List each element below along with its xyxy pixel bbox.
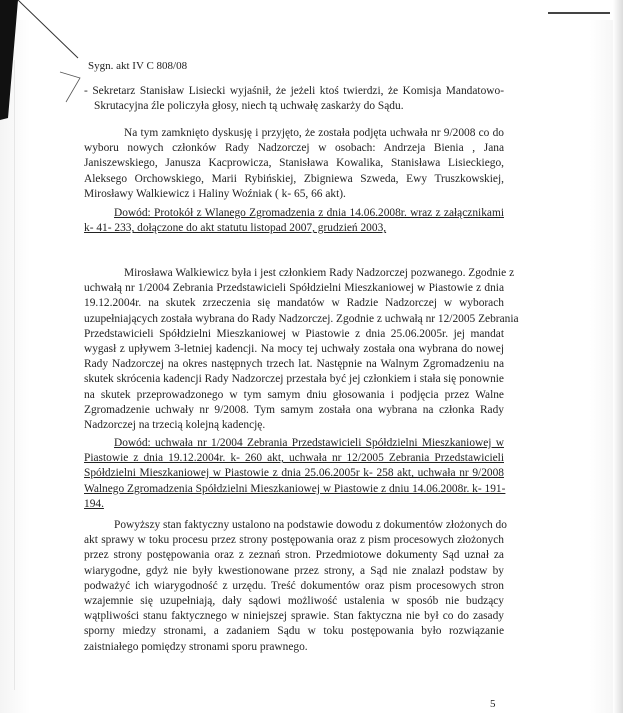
scan-right-edge <box>613 0 623 713</box>
evidence-resolutions <box>84 436 504 512</box>
text-line: uzupełniających została wybrana do Rady Nadzorczej. Zgodnie z uchwałą nr 12/2005 Zebrania <box>84 312 519 325</box>
paragraph-resolution-9-2008 <box>84 126 504 202</box>
text-line: Na tym zamknięto dyskusję i przyjęto, że została podjęta uchwała nr 9/2008 co do <box>124 127 504 139</box>
paragraph-walkiewicz-membership <box>84 266 519 433</box>
text-line: Nadzorczej na trzecią kolejną kadencję. <box>84 419 266 432</box>
text-line: wyboru nowych członków Rady Nadzorczej w osobach: Andrzeja Bienia , Jana <box>84 142 504 155</box>
text-line: na skutek przeprowadzonego w tym samym dniu głosowania i podjęcia przez Walne <box>84 388 504 401</box>
paragraph-findings-basis <box>84 518 507 655</box>
text-line: Przedstawicieli Spółdzielni Mieszkaniowej w Piastowie z dnia 25.06.2005r. jej mandat <box>84 327 504 340</box>
scan-margin-shadow <box>14 60 15 690</box>
page-number: 5 <box>490 698 496 710</box>
text-line: wygasł z upływem 3-letniej kadencji. Na mocy tej uchwały została ona wybrana do nowej <box>84 343 504 356</box>
evidence-protocol <box>84 206 504 236</box>
text-line: akt sprawy w toku procesu przez strony postępowania oraz z pism procesowych złożonych <box>84 534 504 547</box>
top-right-scan-mark <box>548 12 610 14</box>
text-line: Janiszewskiego, Janusza Kacprowicza, Stanisława Kowalika, Stanisława Lisieckiego, <box>84 157 504 170</box>
text-line: Rady Nadzorczej na okres następnych trzech lat. Następnie na Walnym Zgromadzeniu na <box>84 358 504 371</box>
text-line: Skrutacyjna źle policzyła głosy, niech tą uchwałę zaskarży do Sądu. <box>94 100 404 113</box>
text-line: wiarygodne, gdyż nie były kwestionowane przez strony, a Sąd nie znalazł podstaw by <box>84 564 504 577</box>
text-line: Powyższy stan faktyczny ustalono na podstawie dowodu z dokumentów złożonych do <box>114 519 507 531</box>
scan-top-edge <box>0 0 623 20</box>
text-line: 194. <box>84 497 104 510</box>
text-line: Dowód: Protokół z Wlanego Zgromadzenia z dnia 14.06.2008r. wraz z załącznikami <box>114 207 504 219</box>
text-line: przez strony postępowania oraz z zeznań stron. Przedmiotowe dokumenty Sąd uznał za <box>84 549 504 562</box>
text-line: - Sekretarz Stanisław Lisiecki wyjaśnił, że jeżeli ktoś twierdzi, że Komisja Mandatowo- <box>84 85 504 97</box>
text-line: podważyć ich wiarygodność z urzędu. Treść dokumentów oraz pism procesowych stron <box>84 579 504 592</box>
text-line: k- 41- 233, dołączone do akt statutu listopad 2007, grudzień 2003, <box>84 222 387 235</box>
folded-corner-mark <box>0 0 90 120</box>
text-line: Dowód: uchwała nr 1/2004 Zebrania Przedstawicieli Spółdzielni Mieszkaniowej w <box>114 437 504 449</box>
text-line: skutek skrócenia kadencji Rady Nadzorczej przestała być jej członkiem i stała się ponownie <box>84 373 504 386</box>
text-line: wątpliwości stanu faktycznego w niniejszej sprawie. Stan faktyczna nie był co do zasady <box>84 610 504 623</box>
text-line: wzajemnie się uzupełniają, dały sądowi możliwość ustalenia w sposób nie budzący <box>84 595 504 608</box>
paragraph-secretary-statement <box>84 84 504 114</box>
text-line: Zgromadzenie uchwały nr 9/2008. Tym samym została ona wybrana na członka Rady <box>84 403 504 416</box>
text-line: zaistniałego pomiędzy stronami sporu prawnego. <box>84 640 308 653</box>
text-line: Aleksego Orchowskiego, Marii Rybińskiej, Zbigniewa Szweda, Ewy Truszkowskiej, <box>84 172 504 185</box>
text-line: 19.12.2004r. na skutek zrzeczenia się mandatów w Radzie Nadzorczej w wyborach <box>84 297 504 310</box>
text-line: Mirosławy Walkiewicz i Haliny Woźniak ( k- 65, 66 akt). <box>84 187 346 200</box>
text-line: Piastowie z dnia 19.12.2004r. k- 260 akt, uchwała nr 12/2005 Zebrania Przedstawicieli <box>84 452 504 465</box>
case-reference: Sygn. akt IV C 808/08 <box>88 60 188 72</box>
text-line: Mirosława Walkiewicz była i jest członkiem Rady Nadzorczej pozwanego. Zgodnie z <box>124 267 515 279</box>
text-line: Spółdzielni Mieszkaniowej w Piastowie z dnia 25.06.2005r k- 258 akt, uchwała nr 9/2008 <box>84 467 504 480</box>
text-line: sporny miedzy stronami, a zadaniem Sądu w toku postępowania było rozwiązanie <box>84 625 504 638</box>
text-line: uchwałą nr 1/2004 Zebrania Przedstawicieli Spółdzielni Mieszkaniowej w Piastowie z dnia <box>84 282 504 295</box>
text-line: Walnego Zgromadzenia Spółdzielni Mieszkaniowej w Piastowie z dniu 14.06.2008r. k- 191- <box>84 482 506 495</box>
